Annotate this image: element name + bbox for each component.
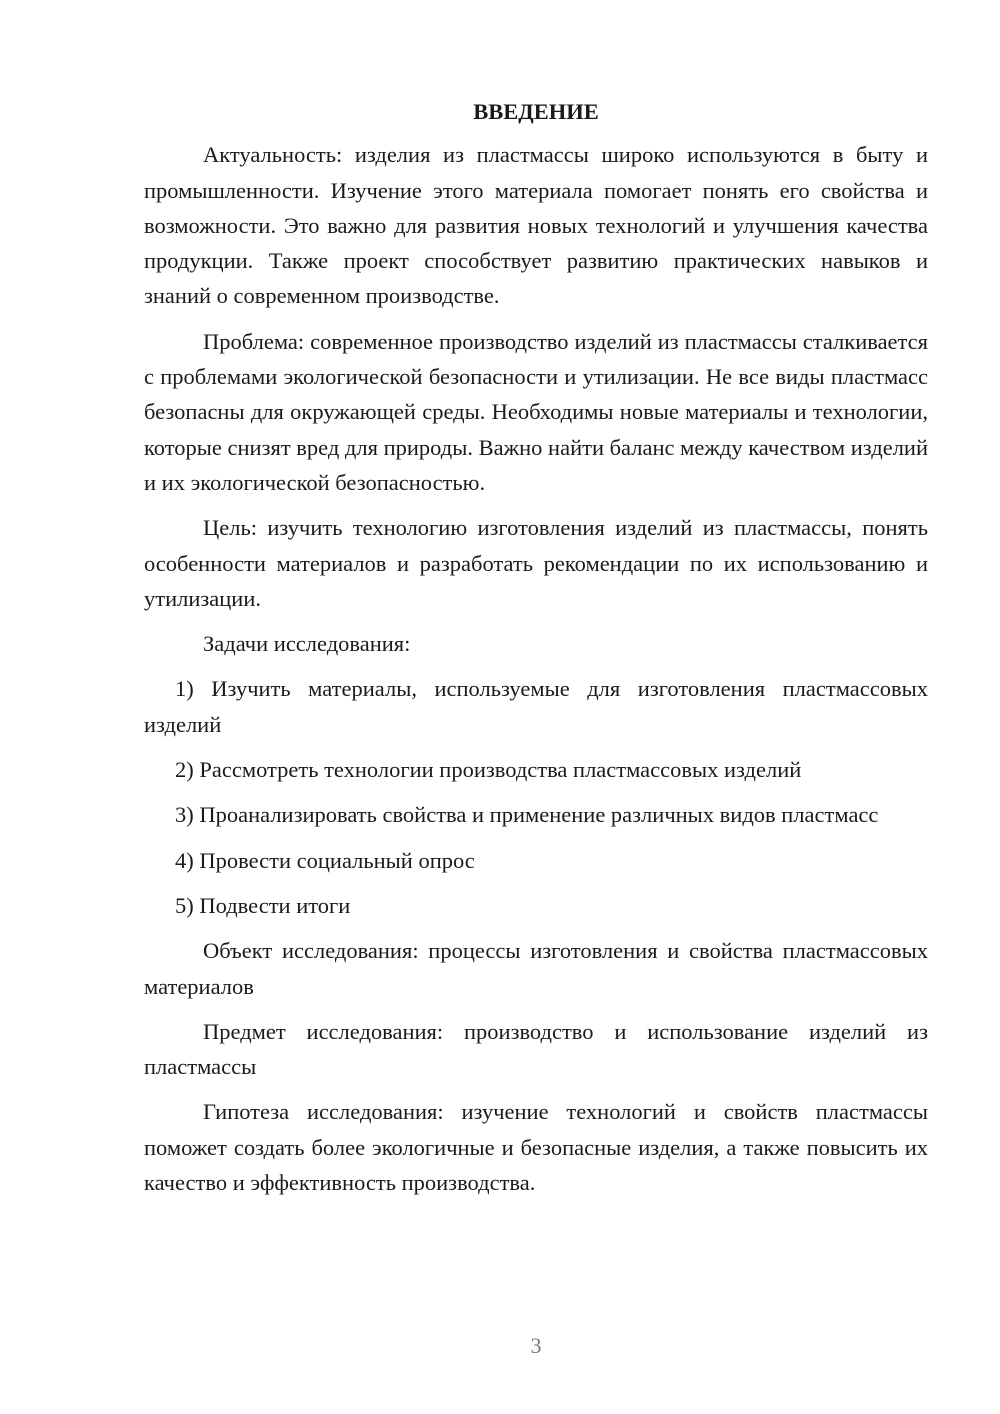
problem-paragraph: Проблема: современное производство изделий из пластмассы сталкивается с проблемами экологической безопасности и утилизации. Не все виды пластмасс безопасны для окружающей среды. Необходимы новые материалы и технологии, которые снизят вред для природы. Важно найти баланс между качеством изделий и их экологической безопасностью. <box>144 328 928 495</box>
hypothesis-paragraph: Гипотеза исследования: изучение технологий и свойств пластмассы поможет создать более экологичные и безопасные изделия, а также повысить их качество и эффективность производства. <box>144 1099 928 1196</box>
task-item: 3) Проанализировать свойства и применение различных видов пластмасс <box>175 802 879 828</box>
subject-paragraph: Предмет исследования: производство и использование изделий из пластмассы <box>144 1018 928 1080</box>
page-title: ВВЕДЕНИЕ <box>473 99 599 124</box>
page-number: 3 <box>530 1333 542 1358</box>
tasks-heading: Задачи исследования: <box>203 631 411 657</box>
relevance-paragraph: Актуальность: изделия из пластмассы широко используются в быту и промышленности. Изучение этого материала помогает понять его свойства и возможности. Это важно для развития новых технологий и улучшения качества продукции. Также проект способствует развитию практических навыков и знаний о современном производстве. <box>144 142 928 309</box>
task-item: 2) Рассмотреть технологии производства пластмассовых изделий <box>175 757 802 783</box>
document-page <box>144 94 928 1210</box>
goal-paragraph: Цель: изучить технологию изготовления изделий из пластмассы, понять особенности материалов и разработать рекомендации по их использованию и утилизации. <box>144 515 928 611</box>
object-paragraph: Объект исследования: процессы изготовления и свойства пластмассовых материалов <box>144 938 928 999</box>
task-item: 4) Провести социальный опрос <box>175 847 475 873</box>
task-item: 1) Изучить материалы, используемые для изготовления пластмассовых изделий <box>144 676 928 737</box>
task-item: 5) Подвести итоги <box>175 892 351 918</box>
